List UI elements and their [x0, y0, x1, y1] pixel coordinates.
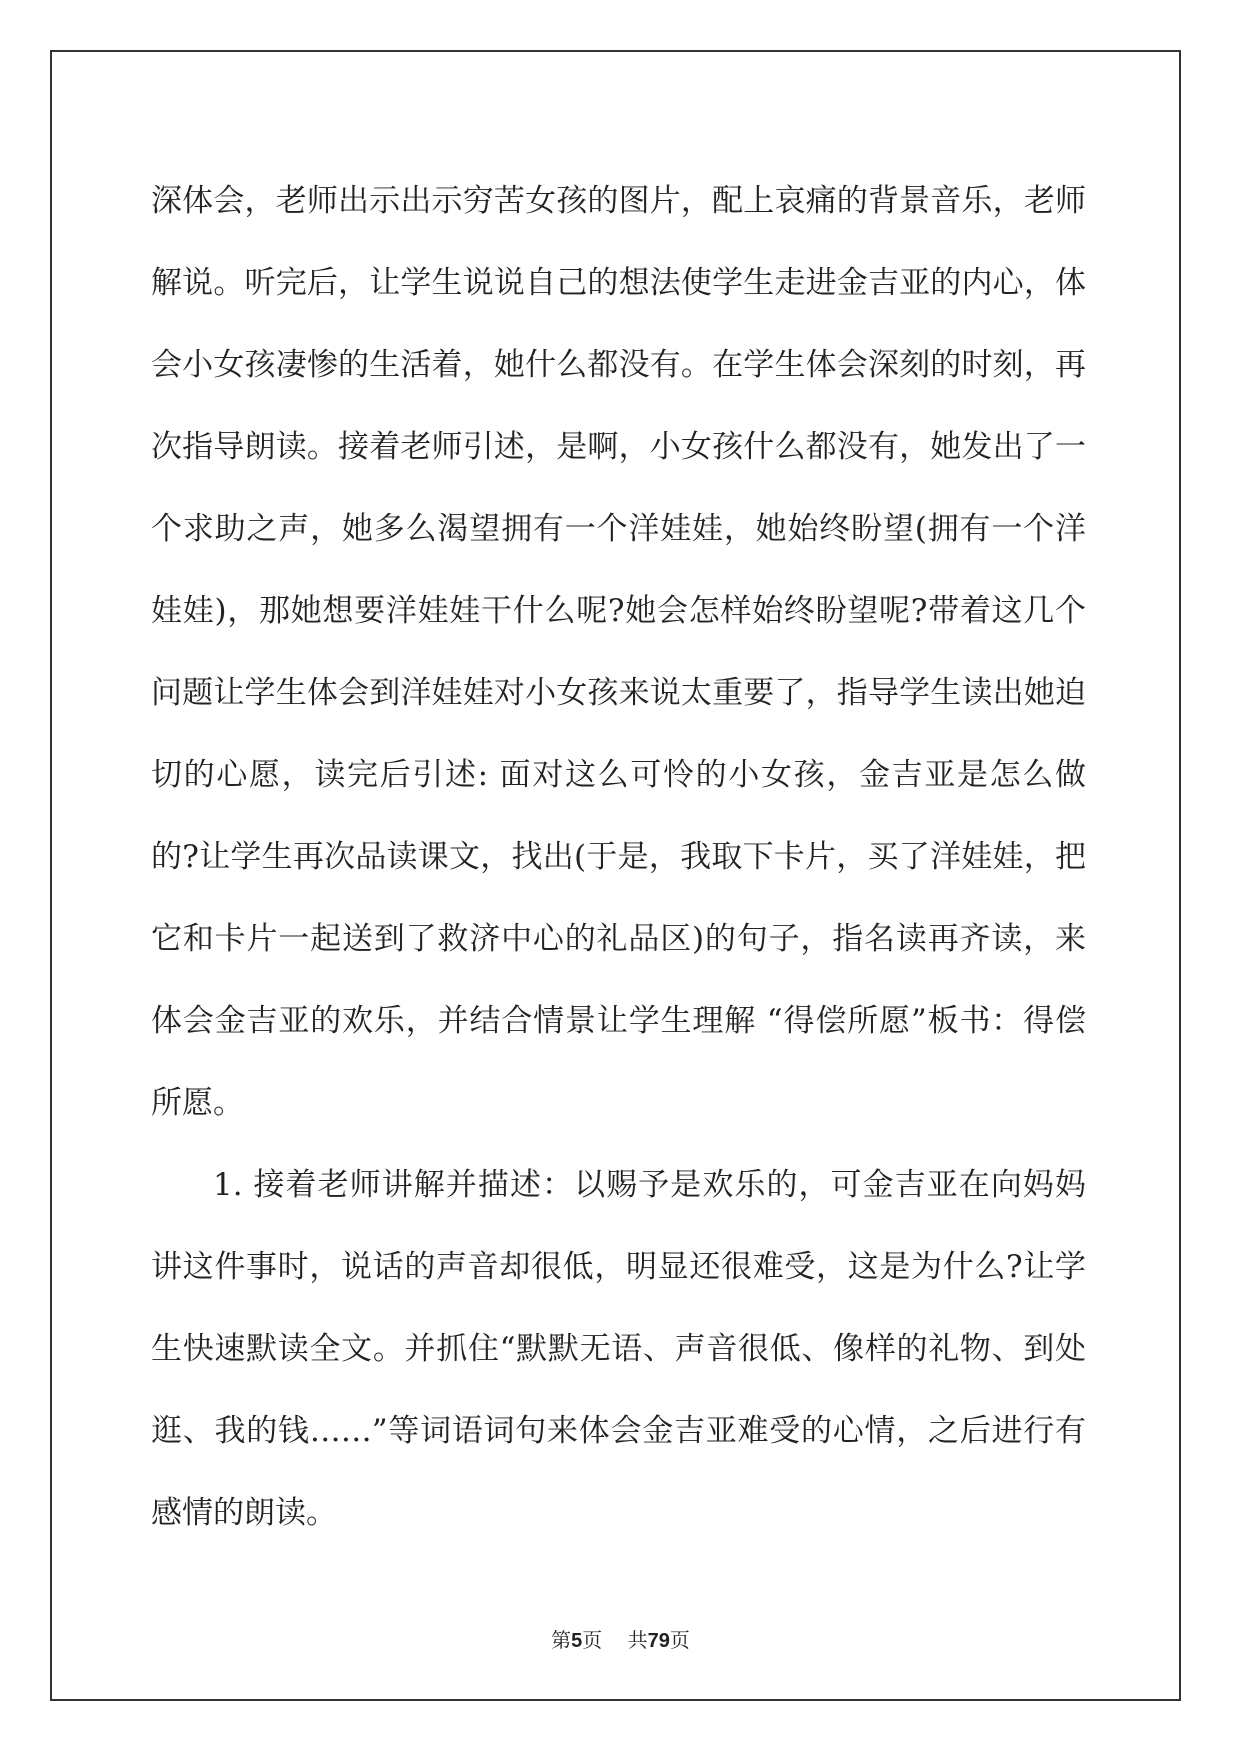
- footer-page-number: 5: [571, 1630, 583, 1652]
- document-body: [151, 160, 1086, 1554]
- paragraph: 深体会，老师出示出示穷苦女孩的图片，配上哀痛的背景音乐，老师解说。听完后，让学生说说自己的想法使学生走进金吉亚的内心，体会小女孩凄惨的生活着，她什么都没有。在学生体会深刻的时刻，再次指导朗读。接着老师引述，是啊，小女孩什么都没有，她发出了一个求助之声，她多么渴望拥有一个洋娃娃，她始终盼望(拥有一个洋娃娃)，那她想要洋娃娃干什么呢?她会怎样始终盼望呢?带着这几个问题让学生体会到洋娃娃对小女孩来说太重要了，指导学生读出她迫切的心愿，读完后引述: 面对这么可怜的小女孩，金吉亚是怎么做的?让学生再次品读课文，找出(于是，我取下卡片，买了洋娃娃，把它和卡片一起送到了救济中心的礼品区)的句子，指名读再齐读，来体会金吉亚的欢乐，并结合情景让学生理解 “得偿所愿”板书：得偿所愿。: [151, 183, 1086, 1121]
- page-footer: [0, 1624, 1241, 1653]
- footer-page-suffix: 页: [582, 1628, 603, 1652]
- footer-total-suffix: 页: [669, 1628, 690, 1652]
- footer-total-prefix: 共: [627, 1628, 648, 1652]
- footer-page-prefix: 第: [551, 1628, 572, 1652]
- paragraph: 1. 接着老师讲解并描述：以赐予是欢乐的，可金吉亚在向妈妈讲这件事时，说话的声音却很低，明显还很难受，这是为什么?让学生快速默读全文。并抓住“默默无语、声音很低、像样的礼物、到处逛、我的钱……”等词语词句来体会金吉亚难受的心情，之后进行有感情的朗读。: [151, 1167, 1086, 1531]
- footer-total-pages: 79: [647, 1630, 670, 1652]
